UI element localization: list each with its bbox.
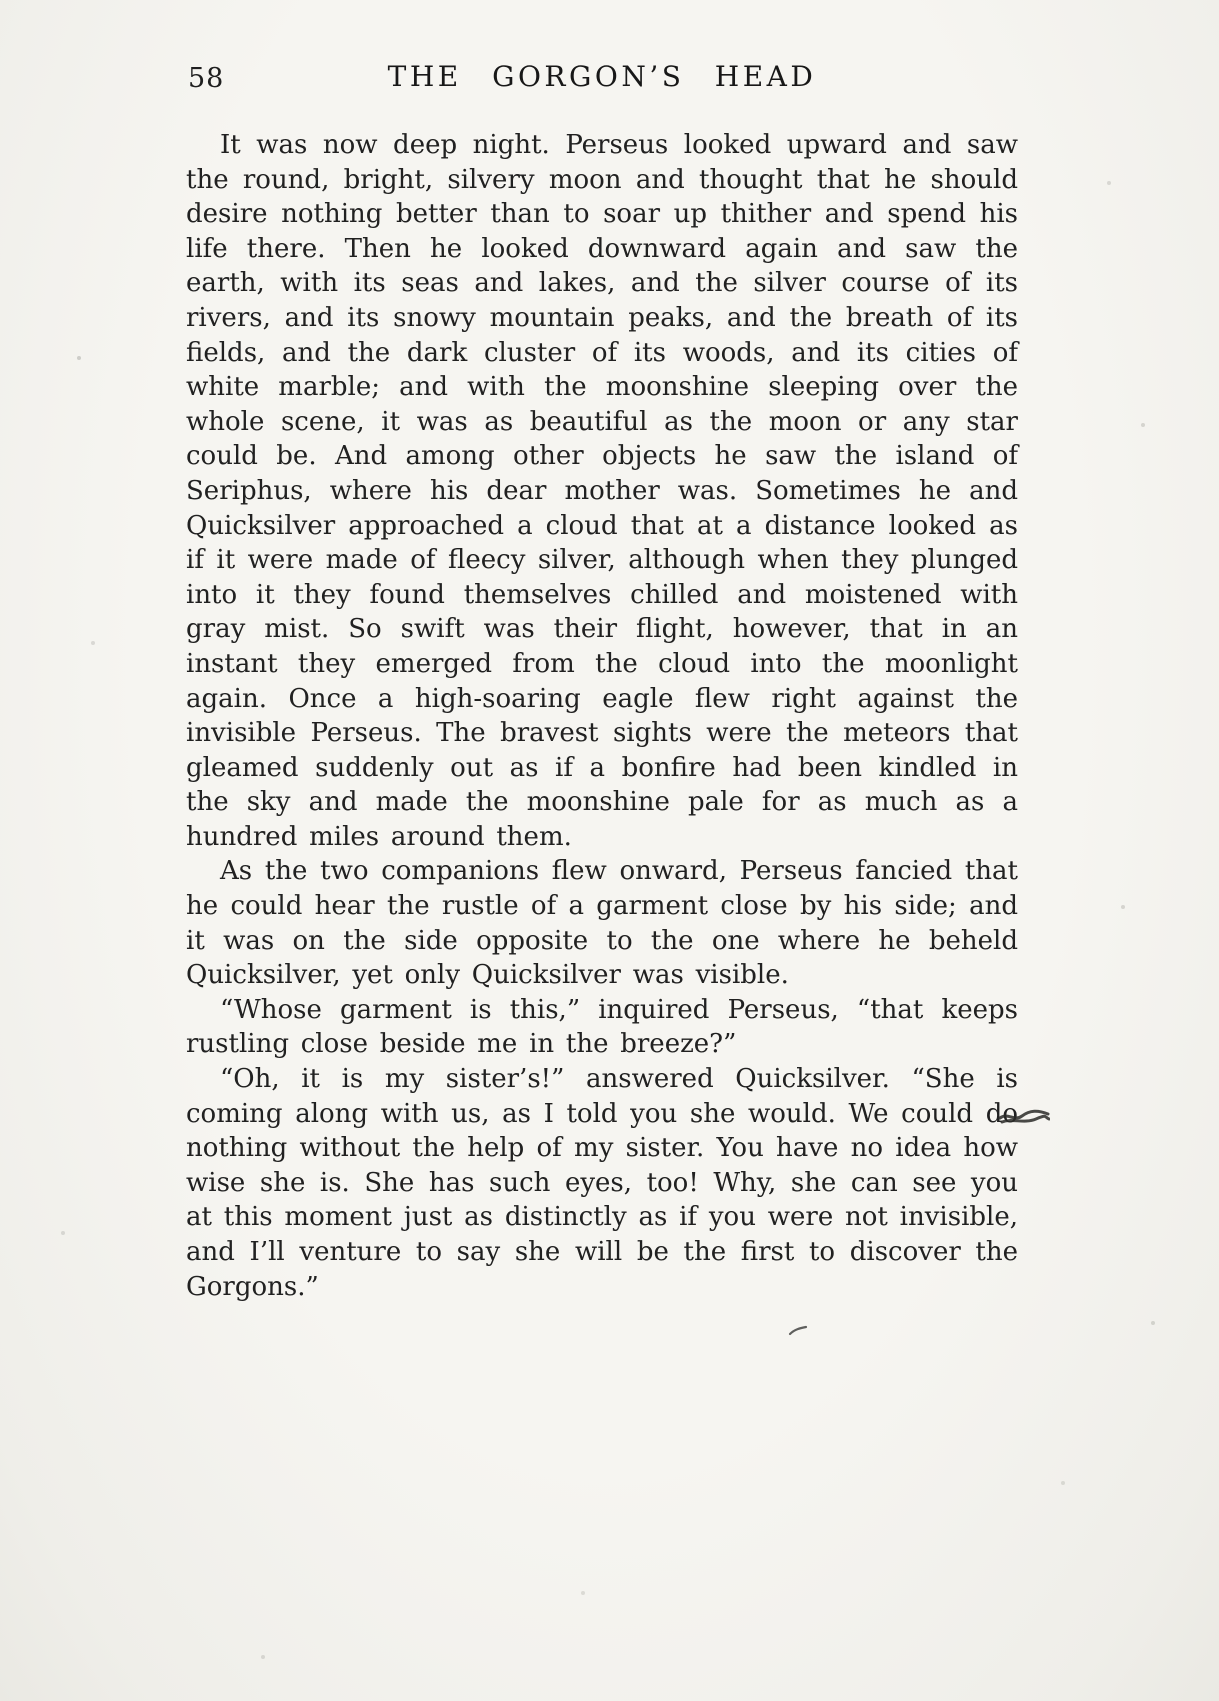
running-head: THE GORGON’S HEAD (387, 60, 817, 93)
page-number: 58 (188, 63, 225, 94)
paragraph: “Oh, it is my sister’s!” answered Quicksilver. “She is coming along with us, as I told you she would. We could do nothing without the help of my sister. You have no idea how wise she is. She has such eyes, too! Why, she can see you at this moment just as distinctly as if you were not invisible, and I’ll venture to say she will be the first to discover the Gorgons.” (186, 1064, 1018, 1302)
scan-speckles (0, 0, 2, 2)
page-header (186, 60, 1018, 102)
ink-smudge-artifact (998, 1104, 1050, 1128)
paragraph: It was now deep night. Perseus looked upward and saw the round, bright, silvery moon and thought that he should desire nothing better than to soar up thither and spend his life there. Then he looked downward again and saw the earth, with its seas and lakes, and the silver course of its rivers, and its snowy mountain peaks, and the breath of its fields, and the dark cluster of its woods, and its cities of white marble; and with the moonshine sleeping over the whole scene, it was as beautiful as the moon or any star could be. And among other objects he saw the island of Seriphus, where his dear mother was. Sometimes he and Quicksilver approached a cloud that at a distance looked as if it were made of fleecy silver, although when they plunged into it they found themselves chilled and moistened with gray mist. So swift was their flight, however, that in an instant they emerged from the cloud into the moonlight again. Once a high-soaring eagle flew right against the invisible Perseus. The bravest sights were the meteors that gleamed suddenly out as if a bonfire had been kindled in the sky and made the moonshine pale for as much as a hundred miles around them. (186, 130, 1018, 852)
pen-mark-artifact (788, 1322, 808, 1334)
paragraph: “Whose garment is this,” inquired Perseus, “that keeps rustling close beside me in the breeze?” (186, 994, 1018, 1060)
page-body (186, 128, 1018, 1304)
paragraph: As the two companions flew onward, Perseus fancied that he could hear the rustle of a garment close by his side; and it was on the side opposite to the one where he beheld Quicksilver, yet only Quicksilver was visible. (186, 856, 1018, 991)
